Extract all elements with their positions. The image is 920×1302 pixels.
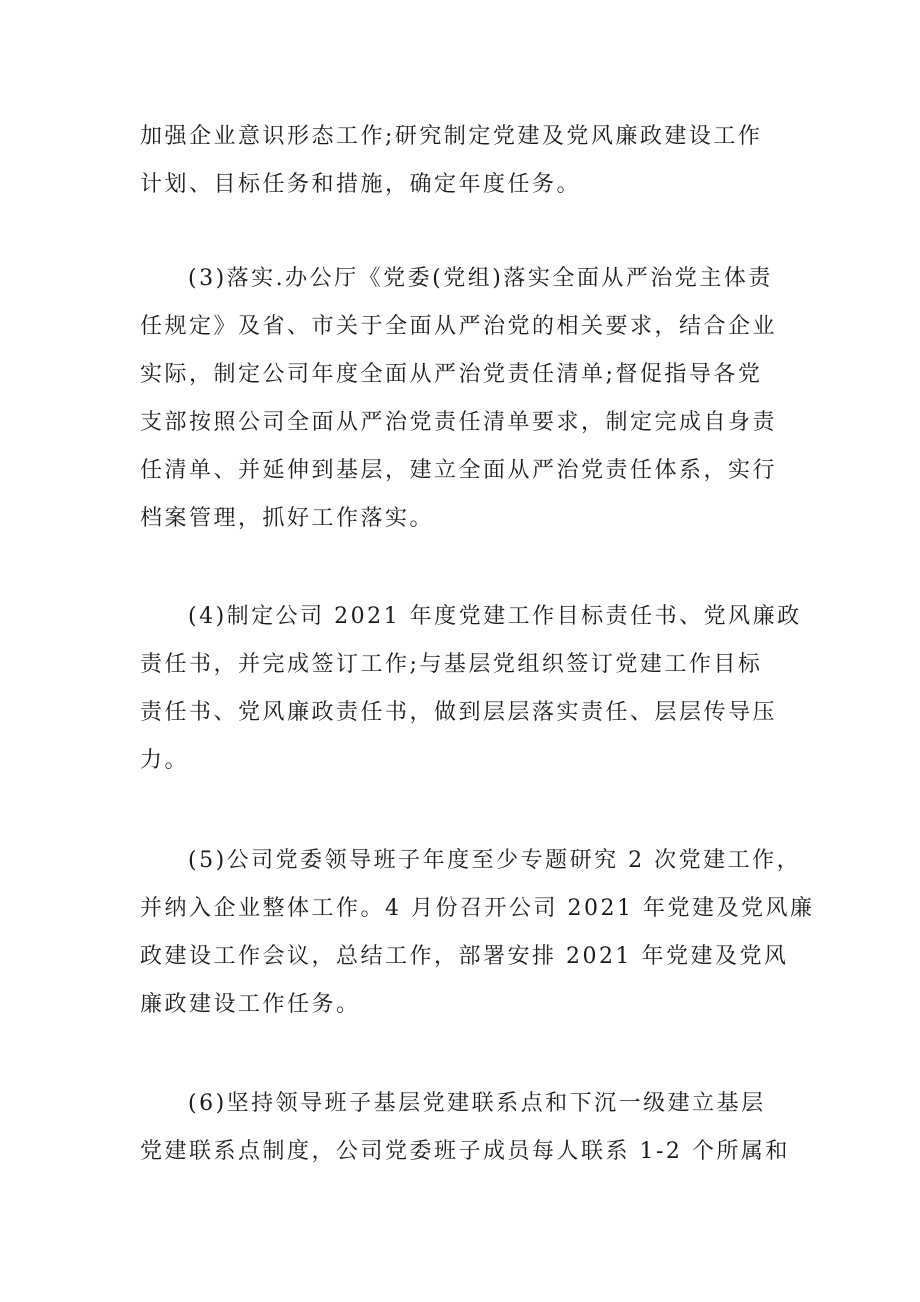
- text-line: 档案管理，抓好工作落实。: [140, 506, 435, 531]
- text-line: 责任书，并完成签订工作;与基层党组织签订党建工作目标: [140, 652, 763, 677]
- text-line: 政建设工作会议，总结工作，部署安排 2021 年党建及党风: [140, 944, 789, 969]
- text-line: 任规定》及省、市关于全面从严治党的相关要求，结合企业: [140, 314, 778, 339]
- paragraph-item-4: [140, 593, 800, 785]
- text-line: 廉政建设工作任务。: [140, 992, 361, 1017]
- paragraph-continuation: [140, 113, 800, 209]
- text-line: 任清单、并延伸到基层，建立全面从严治党责任体系，实行: [140, 458, 778, 483]
- text-line: 并纳入企业整体工作。4 月份召开公司 2021 年党建及党风廉: [140, 896, 815, 921]
- text-line: (3)落实.办公厅《党委(党组)落实全面从严治党主体责: [188, 266, 773, 291]
- paragraph-item-6: [140, 1080, 800, 1176]
- text-line: (4)制定公司 2021 年度党建工作目标责任书、党风廉政: [188, 604, 802, 629]
- text-line: 支部按照公司全面从严治党责任清单要求，制定完成自身责: [140, 410, 778, 435]
- text-line: 加强企业意识形态工作;研究制定党建及党风廉政建设工作: [140, 124, 763, 149]
- paragraph-item-5: [140, 837, 815, 1029]
- text-line: (5)公司党委领导班子年度至少专题研究 2 次党建工作，: [188, 848, 802, 873]
- text-line: 责任书、党风廉政责任书，做到层层落实责任、层层传导压: [140, 700, 778, 725]
- paragraph-item-3: [140, 255, 800, 543]
- text-line: 力。: [140, 748, 190, 773]
- text-line: 党建联系点制度，公司党委班子成员每人联系 1-2 个所属和: [140, 1139, 790, 1164]
- text-line: 计划、目标任务和措施，确定年度任务。: [140, 172, 582, 197]
- text-line: 实际，制定公司年度全面从严治党责任清单;督促指导各党: [140, 362, 763, 387]
- text-line: (6)坚持领导班子基层党建联系点和下沉一级建立基层: [188, 1091, 766, 1116]
